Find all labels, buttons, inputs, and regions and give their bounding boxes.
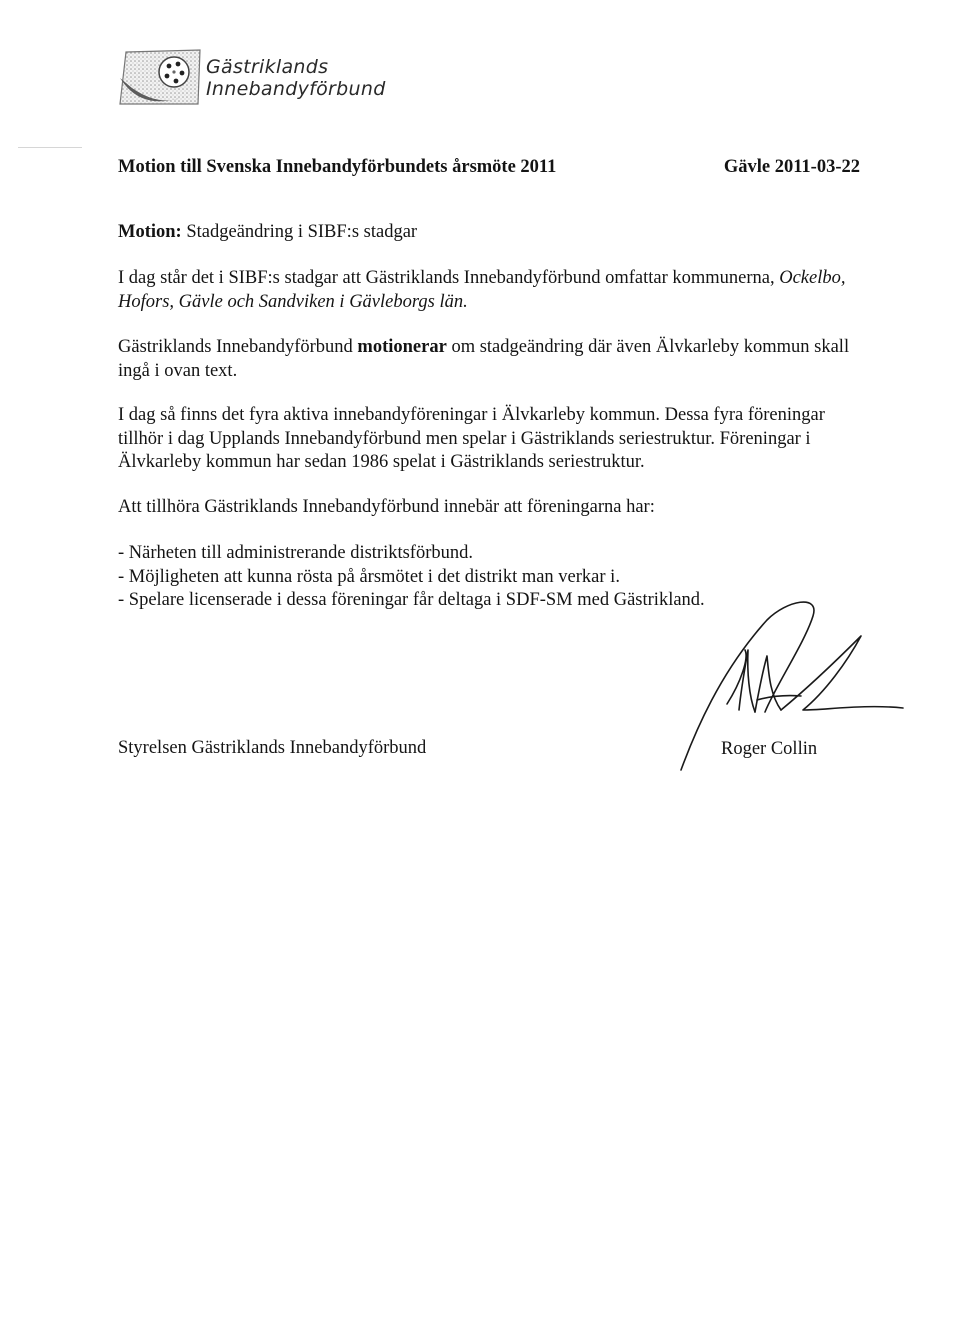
list-item: - Spelare licenserade i dessa föreningar får deltaga i SDF-SM med Gästrikland.: [118, 590, 705, 610]
logo-text-line1: Gästriklands: [206, 56, 329, 78]
place-date: Gävle 2011-03-22: [723, 157, 860, 177]
paragraph-bold-text: motionerar: [357, 337, 447, 357]
paragraph-italic-text: Ockelbo,: [779, 268, 846, 288]
signature-organisation: Styrelsen Gästriklands Innebandyförbund: [118, 738, 427, 758]
paragraph-motion: [118, 336, 898, 383]
paragraph-line: ingå i ovan text.: [118, 360, 238, 381]
paragraph-clubs: [118, 404, 898, 475]
logo-text-line2: Innebandyförbund: [206, 78, 386, 100]
paragraph-line: I dag så finns det fyra aktiva innebandyföreningar i Älvkarleby kommun. Dessa fyra föreningar: [118, 405, 825, 425]
paragraph-line: Älvkarleby kommun har sedan 1986 spelat i Gästriklands seriestruktur.: [118, 452, 645, 472]
paragraph-text: I dag står det i SIBF:s stadgar att Gästriklands Innebandyförbund omfattar kommunerna,: [118, 268, 780, 288]
motion-subject: Stadgeändring i SIBF:s stadgar: [186, 222, 418, 242]
paragraph-text: Gästriklands Innebandyförbund: [118, 337, 358, 357]
document-title: Motion till Svenska Innebandyförbundets årsmöte 2011: [118, 157, 557, 177]
list-item: - Närheten till administrerande distriktsförbund.: [118, 543, 474, 563]
paragraph-benefits-intro: Att tillhöra Gästriklands Innebandyförbund innebär att föreningarna har:: [118, 497, 655, 517]
floorball-emblem-icon: [118, 48, 202, 106]
paragraph-line: tillhör i dag Upplands Innebandyförbund men spelar i Gästriklands seriestruktur. Föreningar i: [118, 428, 811, 449]
paragraph-text: om stadgeändring där även Älvkarleby kommun skall: [446, 337, 850, 357]
paragraph-italic-line: Hofors, Gävle och Sandviken i Gävleborgs län.: [118, 291, 468, 312]
logo: [118, 48, 398, 108]
paragraph-line: [118, 336, 898, 360]
header-divider: [18, 147, 82, 148]
motion-label: Motion:: [118, 222, 182, 242]
signatory-name: Roger Collin: [721, 739, 818, 759]
motion-subject-line: [118, 221, 898, 245]
list-item: - Möjligheten att kunna rösta på årsmötet i det distrikt man verkar i.: [118, 566, 620, 587]
paragraph-line: [118, 267, 898, 291]
paragraph-current-statutes: [118, 267, 898, 314]
